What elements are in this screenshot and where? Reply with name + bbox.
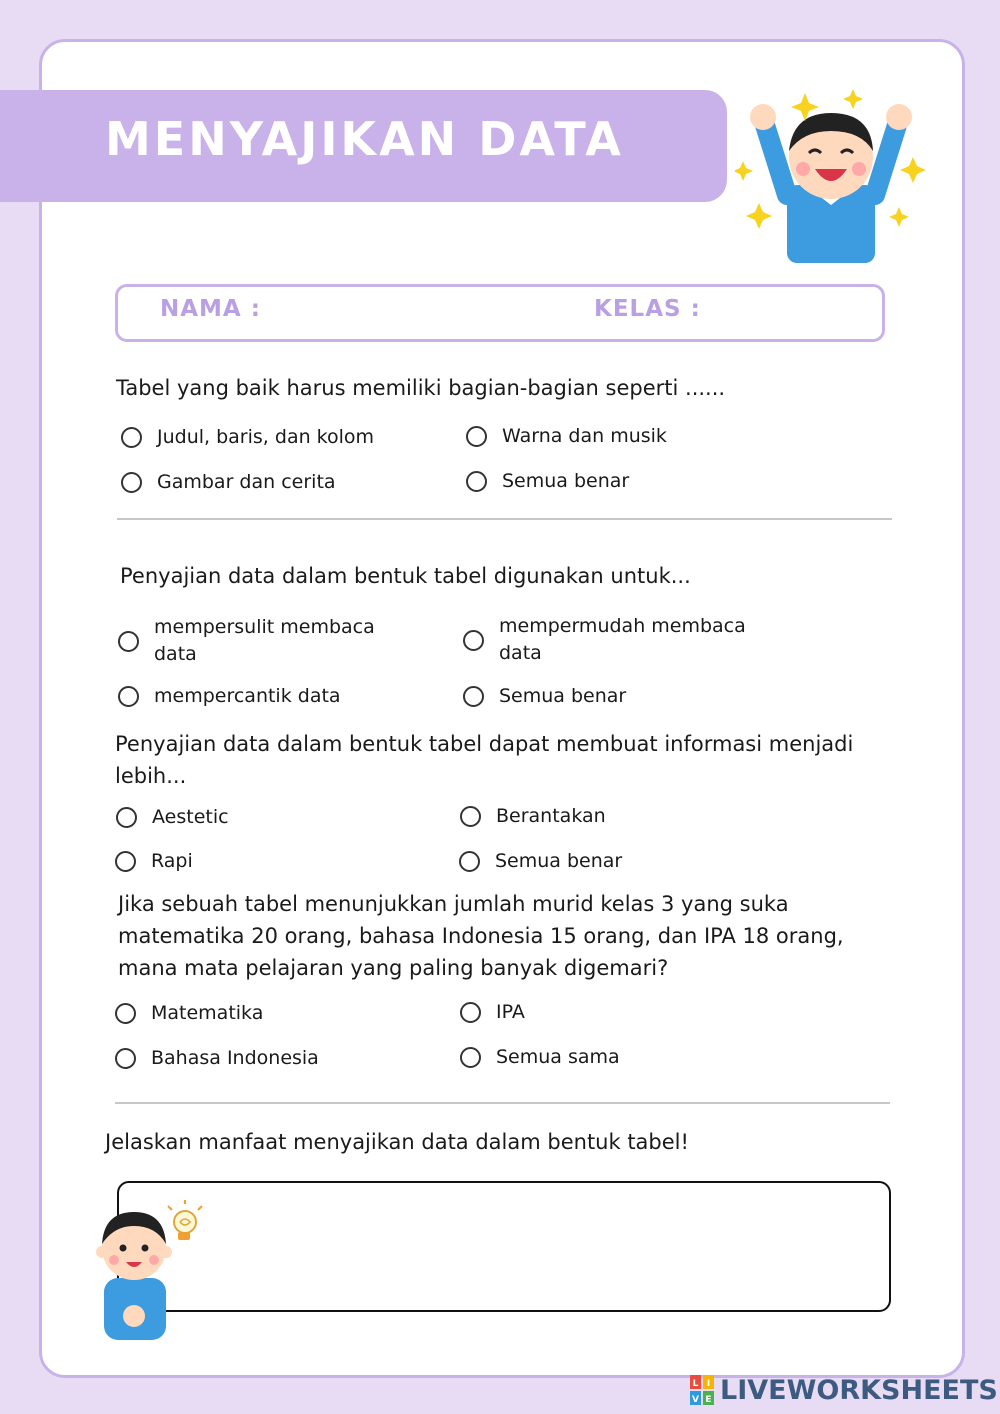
question-2-option-d[interactable]: Semua benar <box>463 683 763 710</box>
name-label: NAMA : <box>160 296 261 322</box>
radio-button[interactable] <box>460 1002 481 1023</box>
radio-button[interactable] <box>466 426 487 447</box>
question-4-option-b[interactable]: IPA <box>460 999 760 1026</box>
brand-name: LIVEWORKSHEETS <box>720 1374 998 1406</box>
radio-button[interactable] <box>121 472 142 493</box>
question-2-option-c[interactable]: mempercantik data <box>118 683 418 710</box>
radio-button[interactable] <box>460 1047 481 1068</box>
divider <box>115 1102 890 1104</box>
question-3-option-c[interactable]: Rapi <box>115 848 415 875</box>
radio-button[interactable] <box>460 806 481 827</box>
liveworksheets-logo-icon <box>690 1375 714 1405</box>
cheering-boy-illustration <box>735 85 935 265</box>
radio-button[interactable] <box>115 851 136 872</box>
radio-button[interactable] <box>116 807 137 828</box>
question-1-option-a[interactable]: Judul, baris, dan kolom <box>121 424 421 451</box>
essay-question-text: Jelaskan manfaat menyajikan data dalam bentuk tabel! <box>105 1130 689 1154</box>
radio-button[interactable] <box>459 851 480 872</box>
radio-button[interactable] <box>463 686 484 707</box>
page-title: MENYAJIKAN DATA <box>105 112 624 166</box>
question-2-option-b[interactable]: mempermudah membaca data <box>463 613 753 667</box>
radio-button[interactable] <box>115 1003 136 1024</box>
question-2-option-a[interactable]: mempersulit membaca data <box>118 614 388 668</box>
question-4-option-d[interactable]: Semua sama <box>460 1044 760 1071</box>
class-label: KELAS : <box>594 296 701 322</box>
radio-button[interactable] <box>118 631 139 652</box>
question-3-option-a[interactable]: Aestetic <box>116 804 416 831</box>
question-4-option-c[interactable]: Bahasa Indonesia <box>115 1045 415 1072</box>
question-1-option-d[interactable]: Semua benar <box>466 468 766 495</box>
question-1-option-c[interactable]: Gambar dan cerita <box>121 469 421 496</box>
question-2-text: Penyajian data dalam bentuk tabel digunakan untuk... <box>120 564 691 588</box>
liveworksheets-footer <box>690 1374 998 1406</box>
question-4-text: Jika sebuah tabel menunjukkan jumlah murid kelas 3 yang suka matematika 20 orang, bahasa Indonesia 15 orang, dan IPA 18 orang, mana mata pelajaran yang paling banyak digemari? <box>118 892 844 980</box>
radio-button[interactable] <box>118 686 139 707</box>
question-1-text: Tabel yang baik harus memiliki bagian-bagian seperti ...... <box>116 376 726 400</box>
essay-answer-box[interactable] <box>117 1181 891 1312</box>
question-3-option-b[interactable]: Berantakan <box>460 803 760 830</box>
logo-letter-l: L <box>692 1379 699 1389</box>
radio-button[interactable] <box>115 1048 136 1069</box>
logo-letter-i: I <box>706 1379 711 1389</box>
question-3-text: Penyajian data dalam bentuk tabel dapat membuat informasi menjadi lebih... <box>115 732 854 788</box>
thinking-boy-illustration <box>92 1198 208 1343</box>
radio-button[interactable] <box>463 630 484 651</box>
radio-button[interactable] <box>121 427 142 448</box>
logo-letter-e: E <box>705 1395 712 1405</box>
question-4-option-a[interactable]: Matematika <box>115 1000 415 1027</box>
radio-button[interactable] <box>466 471 487 492</box>
question-1-option-b[interactable]: Warna dan musik <box>466 423 766 450</box>
question-3-option-d[interactable]: Semua benar <box>459 848 759 875</box>
logo-letter-v: V <box>692 1395 699 1405</box>
divider <box>117 518 892 520</box>
